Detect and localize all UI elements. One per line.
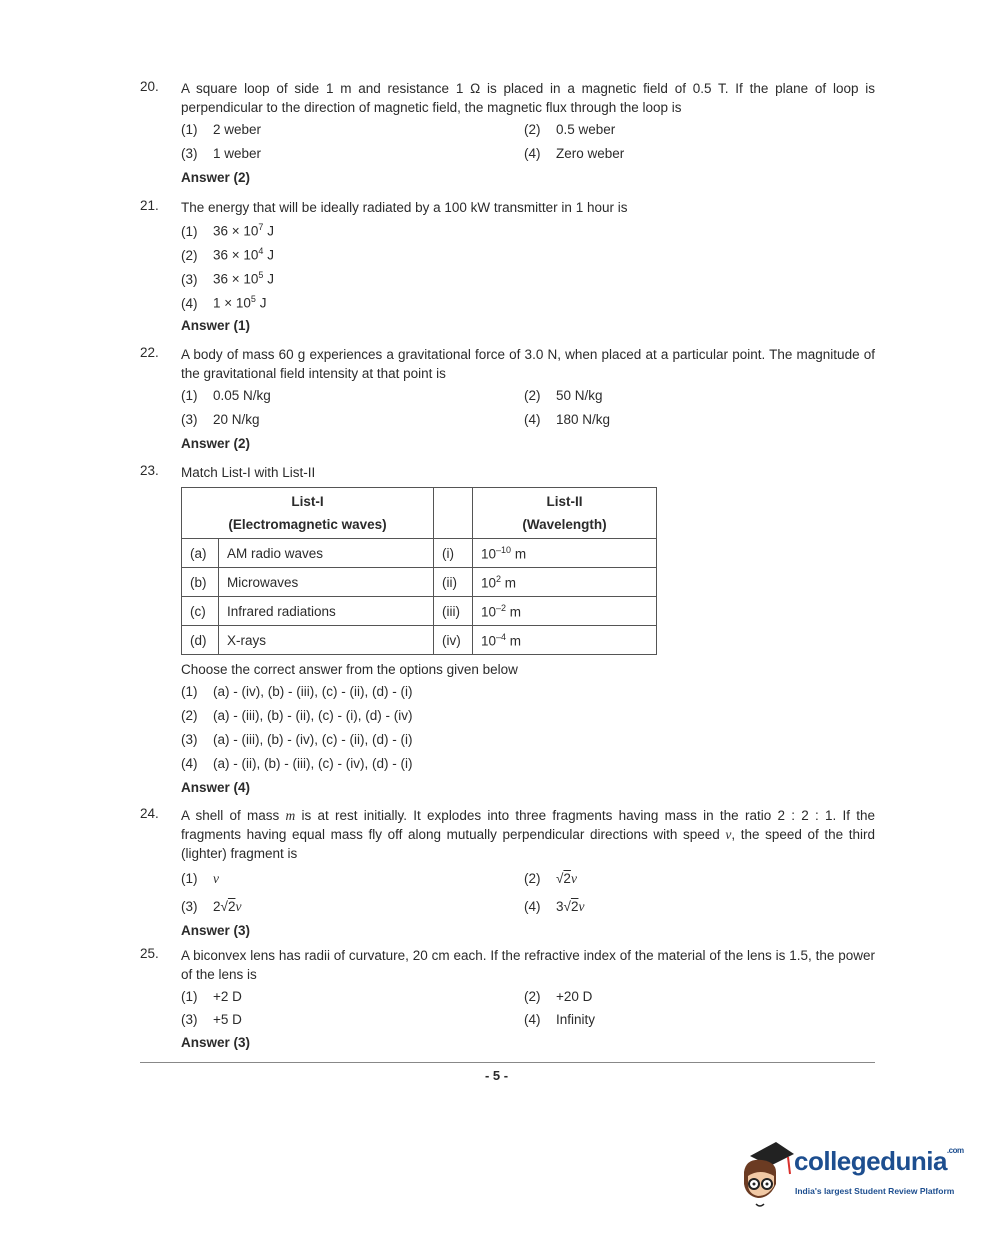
footer-divider bbox=[140, 1062, 875, 1063]
brand-tagline: India's largest Student Review Platform bbox=[795, 1186, 955, 1196]
question-prompt: Choose the correct answer from the options given below bbox=[181, 662, 518, 677]
table-header-row bbox=[182, 488, 657, 539]
option-4: (4) (a) - (ii), (b) - (iii), (c) - (iv), (d) - (i) bbox=[181, 756, 413, 771]
table-row: (a) AM radio waves (i) $10^{-10}$ m bbox=[182, 539, 657, 568]
answer: Answer (3) bbox=[181, 923, 251, 938]
option-2: (2) √2v bbox=[524, 871, 577, 886]
option-2: (2) $36 \times 10^4$ J bbox=[181, 246, 274, 263]
option-4: (4) Infinity bbox=[524, 1012, 596, 1027]
brand-name: collegedunia$^{.com}$ bbox=[794, 1146, 964, 1176]
option-3: (3) 1 weber bbox=[181, 146, 262, 161]
question-number: 22. bbox=[140, 345, 159, 360]
question-text: A body of mass 60 g experiences a gravitational force of 3.0 N, when placed at a particular point. The magnitude of the gravitational field intensity at that point is bbox=[181, 347, 875, 381]
question-number: 20. bbox=[140, 79, 159, 94]
answer: Answer (1) bbox=[181, 318, 251, 333]
question-25 bbox=[140, 946, 875, 1050]
page-number: - 5 - bbox=[484, 1068, 509, 1083]
option-4: (4) Zero weber bbox=[524, 146, 625, 161]
option-3: (3) 2√2v bbox=[181, 899, 242, 914]
match-table bbox=[181, 487, 657, 655]
question-text: Match List-I with List-II bbox=[181, 465, 316, 480]
option-4: (4) $1 \times 10^5$ J bbox=[181, 294, 267, 311]
mascot-icon bbox=[736, 1138, 798, 1210]
list-2-header: List-II (Wavelength) bbox=[473, 488, 657, 539]
table-row: (b) Microwaves (ii) $10^2$ m bbox=[182, 568, 657, 597]
option-2: (2) 50 N/kg bbox=[524, 388, 603, 403]
question-20 bbox=[140, 79, 875, 185]
option-2: (2) 0.5 weber bbox=[524, 122, 616, 137]
option-4: (4) 180 N/kg bbox=[524, 412, 611, 427]
option-1: (1) 0.05 N/kg bbox=[181, 388, 271, 403]
option-1: (1) (a) - (iv), (b) - (iii), (c) - (ii), (d) - (i) bbox=[181, 684, 413, 699]
question-21 bbox=[140, 198, 875, 333]
option-1: (1) $36 \times 10^7$ J bbox=[181, 222, 274, 239]
question-number: 23. bbox=[140, 463, 159, 478]
option-1: (1) +2 D bbox=[181, 989, 242, 1004]
question-text: A shell of mass m is at rest initially. It explodes into three fragments having mass in the ratio 2 : 2 : 1. If the fragments having equal mass fly off along mutually perpendicular directions with speed v, the speed of the third (lighter) fragment is bbox=[181, 808, 875, 861]
answer: Answer (3) bbox=[181, 1035, 251, 1050]
question-number: 24. bbox=[140, 806, 159, 821]
table-row: (c) Infrared radiations (iii) $10^{-2}$ m bbox=[182, 597, 657, 626]
answer: Answer (2) bbox=[181, 436, 251, 451]
option-4: (4) 3√2v bbox=[524, 899, 585, 914]
answer: Answer (4) bbox=[181, 780, 251, 795]
option-3: (3) +5 D bbox=[181, 1012, 242, 1027]
list-1-header: List-I (Electromagnetic waves) bbox=[182, 488, 434, 539]
option-3: (3) $36 \times 10^5$ J bbox=[181, 270, 274, 287]
question-24 bbox=[140, 806, 875, 938]
question-text: A biconvex lens has radii of curvature, 20 cm each. If the refractive index of the material of the lens is 1.5, the power of the lens is bbox=[181, 948, 875, 982]
question-number: 25. bbox=[140, 946, 159, 961]
question-22 bbox=[140, 345, 875, 451]
question-text: A square loop of side 1 m and resistance 1 Ω is placed in a magnetic field of 0.5 T. If the plane of loop is perpendicular to the direction of magnetic field, the magnetic flux through the loop is bbox=[181, 81, 875, 115]
option-2: (2) (a) - (iii), (b) - (ii), (c) - (i), (d) - (iv) bbox=[181, 708, 413, 723]
question-text: The energy that will be ideally radiated by a 100 kW transmitter in 1 hour is bbox=[181, 200, 628, 215]
table-row: (d) X-rays (iv) $10^{-4}$ m bbox=[182, 626, 657, 655]
option-1: (1) 2 weber bbox=[181, 122, 262, 137]
option-1: (1) v bbox=[181, 871, 219, 886]
collegedunia-logo bbox=[736, 1138, 964, 1213]
question-23-options bbox=[140, 660, 875, 795]
option-2: (2) +20 D bbox=[524, 989, 593, 1004]
option-3: (3) (a) - (iii), (b) - (iv), (c) - (ii), (d) - (i) bbox=[181, 732, 413, 747]
question-23 bbox=[140, 463, 875, 482]
answer: Answer (2) bbox=[181, 170, 251, 185]
option-3: (3) 20 N/kg bbox=[181, 412, 260, 427]
question-number: 21. bbox=[140, 198, 159, 213]
